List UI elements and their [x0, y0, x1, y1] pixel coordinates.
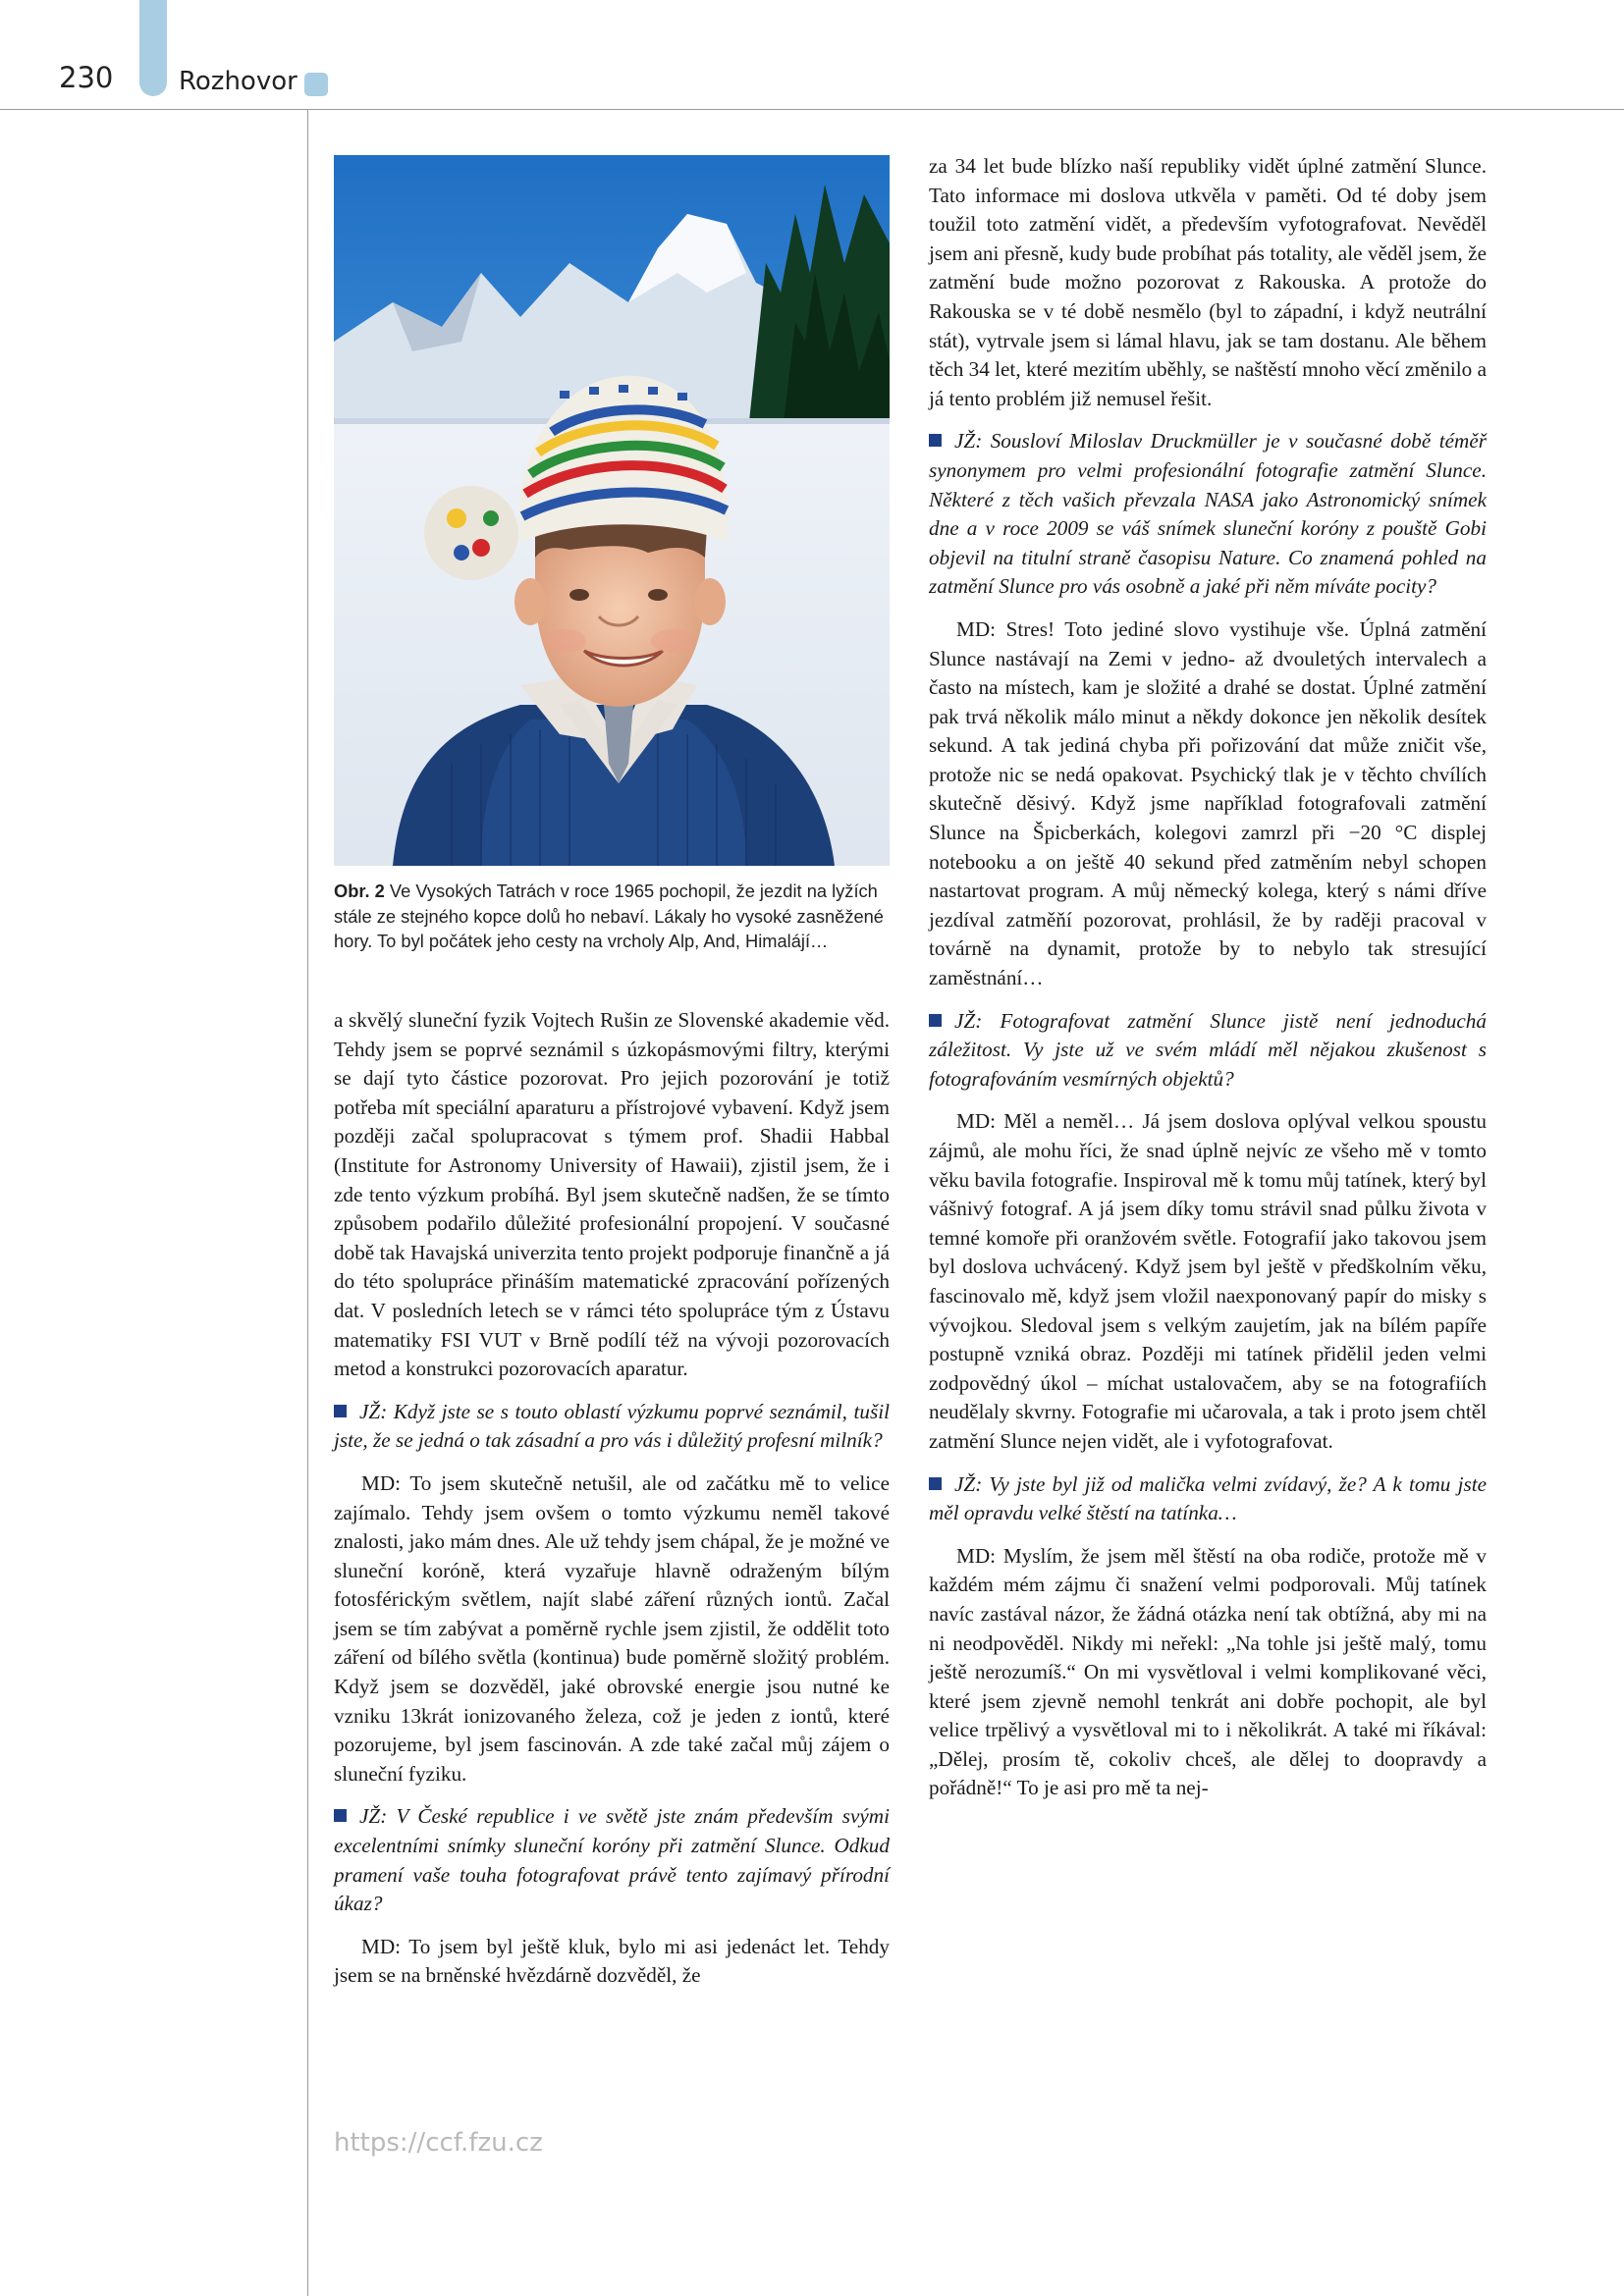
page-header: [0, 0, 1624, 110]
question-marker-icon: [929, 434, 942, 447]
question-marker-icon: [334, 1405, 347, 1417]
interview-question: [929, 1007, 1487, 1095]
paragraph-text: JŽ: Fotografovat zatmění Slunce jistě není jednoduchá záležitost. Vy jste už ve svém mládí měl nějakou zkušenost s fotografováním vesmírných objektů?: [929, 1008, 1487, 1091]
question-marker-icon: [929, 1014, 942, 1027]
interview-answer: [929, 615, 1487, 993]
page-number: 230: [59, 61, 114, 94]
question-marker-icon: [929, 1477, 942, 1490]
paragraph-text: za 34 let bude blízko naší republiky vidět úplné zatmění Slunce. Tato informace mi doslova utkvěla v paměti. Od té doby jsem toužil toto zatmění vidět, a především vyfotografovat. Nevěděl jsem ani přesně, kudy bude probíhat pás totality, ale věděl jsem, že zatmění bude možno pozorovat z Rakouska. A protože do Rakouska se v té době nesmělo (byl to západní, i když neutrální stát), vytrvale jsem si lámal hlavu, jak se tam dostanu. Ale během těch 34 let, které mezitím uběhly, se naštěstí mnoho věcí změnilo a já tento problém již nemusel řešit.: [929, 154, 1487, 410]
interview-answer: [929, 1107, 1487, 1456]
interview-question: [929, 1470, 1487, 1528]
paragraph-text: MD: Myslím, že jsem měl štěstí na oba rodiče, protože mě v každém mém zájmu či snažení velmi podporovali. Můj tatínek navíc zastával názor, že žádná otázka není tak obtížná, aby mi na ni neodpověděl. Nikdy mi neřekl: „Na tohle jsi ještě malý, tomu ještě nerozumíš.“ On mi vysvětloval i velmi komplikované věci, které jsem zjevně nemohl tenkrát ani dobře pochopit, ale byl velice trpělivý a vysvětloval mi to i několikrát. A také mi říkával: „Dělej, prosím tě, cokoliv chceš, ale dělej to doopravdy a pořádně!“ To je asi pro mě ta nej-: [929, 1543, 1487, 1800]
paragraph-text: JŽ: Vy jste byl již od malička velmi zvídavý, že? A k tomu jste měl opravdu velké štěstí na tatínka…: [929, 1471, 1487, 1525]
footer-url: https://ccf.fzu.cz: [334, 2128, 543, 2158]
figure-label: Obr. 2: [334, 881, 385, 901]
column-rule: [307, 110, 308, 2296]
interview-question: [929, 427, 1487, 602]
section-marker: [304, 73, 328, 96]
figure-caption-text: Ve Vysokých Tatrách v roce 1965 pochopil, že jezdit na lyžích stále ze stejného kopce dolů ho nebaví. Lákaly ho vysoké zasněžené hory. To byl počátek jeho cesty na vrcholy Alp, And, Himalájí…: [334, 881, 884, 951]
question-marker-icon: [334, 1809, 347, 1822]
left-column-text: [334, 1006, 890, 1991]
paragraph-text: a skvělý sluneční fyzik Vojtech Rušin ze Slovenské akademie věd. Tehdy jsem se poprvé seznámil s úzkopásmovými filtry, kterými se dají tyto částice pozorovat. Pro jejich pozorování je totiž potřeba mít speciální aparaturu a přístrojové vybavení. Když jsem později začal spolupracovat s týmem prof. Shadii Habbal (Institute for Astronomy University of Hawaii), zjistil jsem, že i zde tento výzkum probíhá. Byl jsem skutečně nadšen, že se tímto způsobem podařilo důležité profesionální propojení. V současné době tak Havajská univerzita tento projekt podporuje finančně a já do této spolupráce přináším matematické zpracování pořízených dat. V posledních letech se v rámci této spolupráce tým z Ústavu matematiky FSI VUT v Brně podílí též na vývoji pozorovacích metod a konstrukci pozorovacích aparatur.: [334, 1008, 890, 1381]
paragraph-text: MD: To jsem skutečně netušil, ale od začátku mě to velice zajímalo. Tehdy jsem ovšem o tomto výzkumu neměl takové znalosti, jako mám dnes. Ale už tehdy jsem chápal, že je možné ve sluneční koróně, která vyzařuje hlavně odraženým bílým fotosférickým světlem, najít slabé záření různých iontů. Začal jsem se tím zabývat a poměrně rychle jsem zjistil, že oddělit toto záření od bílého světla (kontinua) bude poměrně složitý problém. Když jsem se dozvěděl, jaké obrovské energie jsou nutné ke vzniku 13krát ionizovaného železa, což je jeden z iontů, které pozorujeme, byl jsem fascinován. A zde také začal můj zájem o sluneční fyziku.: [334, 1470, 890, 1786]
paragraph-text: JŽ: Sousloví Miloslav Druckmüller je v současné době téměř synonymem pro velmi profesionální fotografie zatmění Slunce. Některé z těch vašich převzala NASA jako Astronomický snímek dne a v roce 2009 se váš snímek sluneční koróny z pouště Gobi objevil na titulní straně časopisu Nature. Co znamená pohled na zatmění Slunce pro vás osobně a jaké při něm míváte pocity?: [929, 429, 1487, 599]
interview-answer: [334, 1469, 890, 1789]
right-column-text: [929, 152, 1487, 1803]
interview-answer: [929, 152, 1487, 413]
paragraph-text: MD: Měl a neměl… Já jsem doslova oplýval velkou spoustu zájmů, ale mohu říci, že snad úplně nejvíc ze všeho mě v tomto věku bavila fotografie. Inspiroval mě k tomu můj tatínek, který byl vášnivý fotograf. A já jsem díky tomu strávil snad půlku života v temné komoře při oranžovém světle. Fotografií jako takovou jsem byl doslova uchvácený. Když jsem byl ještě v předškolním věku, fascinovalo mě, když jsem vložil naexponovaný papír do misky s vývojkou. Sledoval jsem s velkým zaujetím, jak na bílém papíře postupně vzniká obraz. Později mi tatínek přidělil jeden velmi zodpovědný úkol – míchat ustalovačem, aby se na fotografiích neudělaly skvrny. Fotografie mi učarovala, a tak i proto jsem chtěl zatmění Slunce nejen vidět, ale i vyfotografovat.: [929, 1109, 1487, 1453]
interview-question: [334, 1802, 890, 1918]
section-title: Rozhovor: [179, 67, 298, 96]
interview-answer: [929, 1542, 1487, 1803]
figure-photo-boy-in-snow: [334, 155, 890, 866]
paragraph-text: JŽ: V České republice i ve světě jste znám především svými excelentními snímky sluneční koróny při zatmění Slunce. Odkud pramení vaše touha fotografovat právě tento zajímavý přírodní úkaz?: [334, 1804, 890, 1916]
header-accent-bar: [139, 0, 167, 96]
interview-question: [334, 1398, 890, 1456]
interview-answer: [334, 1933, 890, 1991]
header-divider: [0, 109, 1624, 110]
paragraph-text: MD: To jsem byl ještě kluk, bylo mi asi jedenáct let. Tehdy jsem se na brněnské hvězdárně dozvěděl, že: [334, 1934, 890, 1988]
paragraph-text: MD: Stres! Toto jediné slovo vystihuje vše. Úplná zatmění Slunce nastávají na Zemi v jedno- až dvouletých intervalech a často na místech, kam je složité a drahé se dostat. Úplné zatmění pak trvá několik málo minut a někdy dokonce jen několik desítek sekund. A tak jediná chyba při pořizování dat může zničit vše, protože nic se nedá opakovat. Psychický tlak je v těchto chvílích skutečně děsivý. Když jsme například fotografovali zatmění Slunce na Špicberkách, kolegovi zamrzl při −20 °C displej notebooku a on ještě 40 sekund před zatměním nebyl schopen nastartovat program. A můj německý kolega, který s námi dříve jezdíval zatměňí pozorovat, prohlásil, že by raději pracoval v továrně na dynamit, protože by to nebylo tak stresující zaměstnání…: [929, 616, 1487, 990]
figure-caption: [334, 879, 890, 954]
interview-answer: [334, 1006, 890, 1384]
paragraph-text: JŽ: Když jste se s touto oblastí výzkumu poprvé seznámil, tušil jste, že se jedná o tak zásadní a pro vás i důležitý profesní milník?: [334, 1399, 890, 1453]
